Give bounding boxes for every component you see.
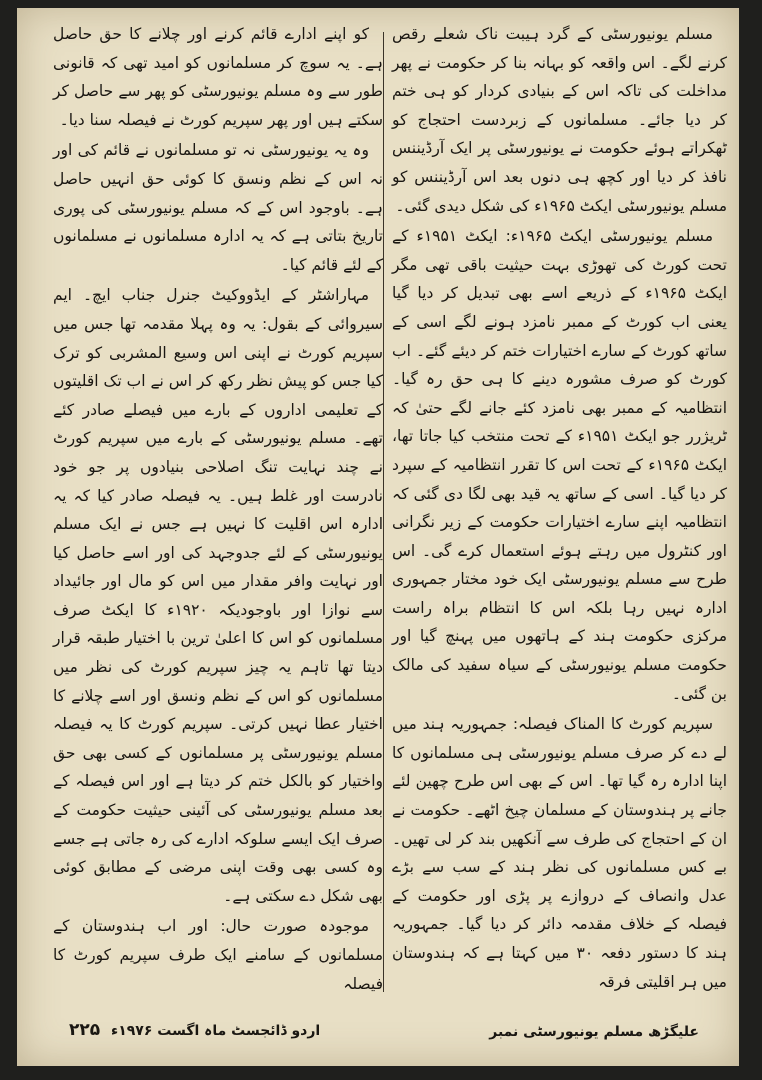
column-divider [383, 32, 384, 992]
page-number: ۲۲۵ [69, 1020, 101, 1040]
footer-publication [69, 1020, 320, 1040]
footer-publication-name: اردو ڈائجسٹ ماہ اگست ۱۹۷۶ء [111, 1023, 321, 1039]
right-column [392, 20, 727, 998]
right-column-paragraph-2: مسلم یونیورسٹی ایکٹ ۱۹۶۵ء: ایکٹ ۱۹۵۱ء کے تحت کورٹ کی تھوڑی بہت حیثیت باقی تھی مگر ایکٹ ۱۹۶۵ء کے ذریعے اسے بھی تبدیل کر دیا گیا یعنی اب کورٹ کے ممبر نامزد ہونے لگے اسی کے ساتھ کورٹ کے سارے اختیارات ختم کر دیئے گئے۔ اب کورٹ کو صرف مشورہ دینے کا ہی حق رہ گیا۔ انتظامیہ کے ممبر بھی نامزد کئے جانے لگے حتیٰ کہ ٹریژرر جو ایکٹ ۱۹۵۱ء کے تحت منتخب کیا جاتا تھا، ایکٹ ۱۹۶۵ء کے تحت اس کا تقرر انتظامیہ کے سپرد کر دیا گیا۔ اسی کے ساتھ یہ قید بھی لگا دی گئی کہ انتظامیہ اپنے سارے اختیارات حکومت کے زیر نگرانی اور کنٹرول میں رہتے ہوئے استعمال کرے گی۔ اس طرح سے مسلم یونیورسٹی ایک خود مختار جمہوری ادارہ نہیں رہا بلکہ اس کا انتظام براہ راست مرکزی حکومت ہند کے ہاتھوں میں پہنچ گیا اور حکومت مسلم یونیورسٹی کے سیاہ سفید کی مالک بن گئی۔ [392, 227, 728, 703]
left-column [53, 20, 383, 1000]
left-column-paragraph-2: وہ یہ یونیورسٹی نہ تو مسلمانوں نے قائم کی اور نہ اس کے نظم ونسق کا کوئی حق انہیں حاصل ہے۔ باوجود اس کے کہ مسلم یونیورسٹی کی پوری تاریخ بتاتی ہے کہ یہ ادارہ مسلمانوں نے مسلمانوں کے لئے قائم کیا۔ [53, 141, 383, 274]
magazine-page [17, 8, 739, 1066]
left-column-paragraph-1: کو اپنے ادارے قائم کرنے اور چلانے کا حق حاصل ہے۔ یہ سوچ کر مسلمانوں کو امید تھی کہ قانونی طور سے وہ مسلم یونیورسٹی کو پھر سے حاصل کر سکتے ہیں اور پھر سپریم کورٹ نے فیصلہ سنا دیا۔ [53, 25, 383, 129]
footer-issue-title: علیگڑھ مسلم یونیورسٹی نمبر [489, 1024, 699, 1040]
left-column-paragraph-4: موجودہ صورت حال: اور اب ہندوستان کے مسلمانوں کے سامنے ایک طرف سپریم کورٹ کا فیصلہ [53, 917, 383, 993]
right-column-paragraph-1: مسلم یونیورسٹی کے گرد ہیبت ناک شعلے رقص کرنے لگے۔ اس واقعہ کو بہانہ بنا کر حکومت نے پھر مداخلت کی تاکہ اس کے بنیادی کردار کو ہی ختم کر دیا جائے۔ مسلمانوں کے زبردست احتجاج کو ٹھکراتے ہوئے حکومت نے یونیورسٹی پر ایک آرڈیننس نافذ کر دیا اور کچھ ہی دنوں بعد اس آرڈیننس کو مسلم یونیورسٹی ایکٹ ۱۹۶۵ء کی شکل دیدی گئی۔ [392, 25, 727, 215]
right-column-paragraph-3: سپریم کورٹ کا المناک فیصلہ: جمہوریہ ہند میں لے دے کر صرف مسلم یونیورسٹی ہی مسلمانوں کا اپنا ادارہ رہ گیا تھا۔ اس کے بھی اس طرح چھین لئے جانے پر ہندوستان کے مسلمان چیخ اٹھے۔ حکومت نے ان کے احتجاج کی طرف سے آنکھیں بند کر لی تھیں۔ بے کس مسلمانوں کی نظر ہند کے سب سے بڑے عدل وانصاف کے دروازے پر پڑی اور حکومت کے فیصلہ کے خلاف مقدمہ دائر کر دیا گیا۔ جمہوریہ ہند کا دستور دفعہ ۳۰ میں کہتا ہے کہ ہندوستان میں ہر اقلیتی فرقہ [392, 715, 727, 991]
left-column-paragraph-3: مہاراشٹر کے ایڈووکیٹ جنرل جناب ایچ۔ ایم سیروائی کے بقول: یہ وہ پہلا مقدمہ تھا جس میں سپریم کورٹ نے اپنی اس وسیع المشربی کو ترک کیا جس کو پیش نظر رکھ کر اس نے اب تک اقلیتوں کے تعلیمی اداروں کے بارے میں فیصلے صادر کئے تھے۔ مسلم یونیورسٹی کے بارے میں سپریم کورٹ نے چند نہایت تنگ اصلاحی بنیادوں پر جو خود نادرست اور غلط ہیں۔ یہ فیصلہ صادر کیا کہ یہ ادارہ اس اقلیت کا نہیں ہے جس نے ایک مسلم یونیورسٹی کے لئے جدوجہد کی اور اسے حاصل کیا اور نہایت وافر مقدار میں اس کو مال اور جائیداد سے نوازا اور باوجودیکہ ۱۹۲۰ء کا ایکٹ صرف مسلمانوں کو اس کا اعلیٰ ترین با اختیار طبقہ قرار دیتا تھا تاہم یہ چیز سپریم کورٹ کی نظر میں مسلمانوں کو اس کے نظم ونسق اور اسے چلانے کا اختیار عطا نہیں کرتی۔ سپریم کورٹ کا یہ فیصلہ مسلم یونیورسٹی پر مسلمانوں کے کسی بھی حق واختیار کو بالکل ختم کر دیتا ہے اور اس فیصلہ کے بعد مسلم یونیورسٹی کی آئینی حیثیت حکومت کے صرف ایک ایسے سلوکہ ادارے کی رہ جاتی ہے جسے وہ کسی بھی وقت اپنی مرضی کے مطابق کوئی بھی شکل دے سکتی ہے۔ [53, 286, 383, 905]
